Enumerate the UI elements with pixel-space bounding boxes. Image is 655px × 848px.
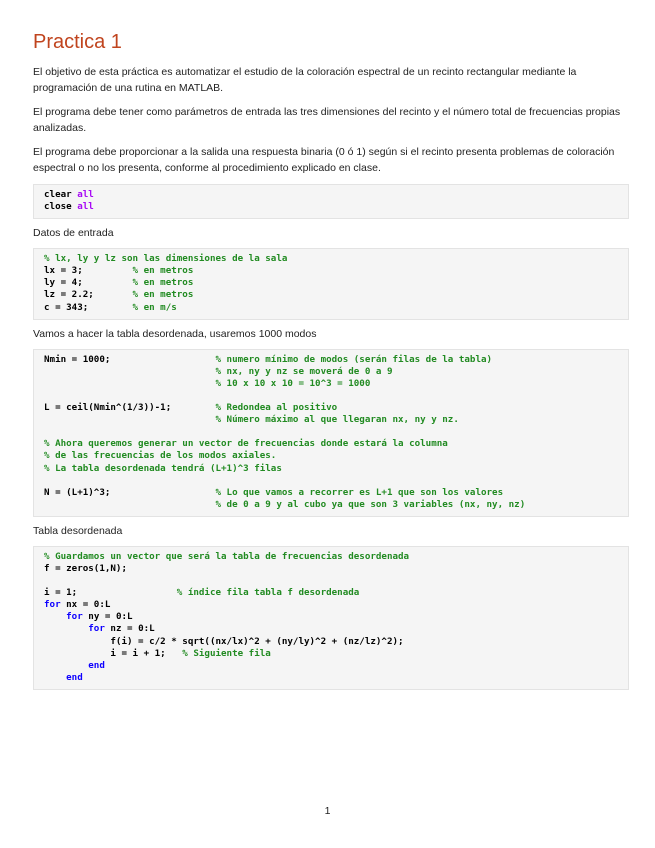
code-text	[44, 611, 66, 622]
code-line	[44, 354, 618, 366]
code-comment: % Redondea al positivo	[215, 402, 338, 414]
code-line	[44, 378, 618, 390]
code-line	[44, 253, 618, 265]
code-line	[44, 302, 618, 314]
code-line	[44, 426, 618, 438]
code-line	[44, 366, 618, 378]
intro-paragraph-1: El objetivo de esta práctica es automatizar el estudio de la coloración espectral de un recinto rectangular mediante la programación de una rutina en MATLAB.	[33, 66, 577, 94]
code-block-clear	[33, 184, 629, 219]
code-line	[44, 499, 618, 511]
code-text: lx = 3;	[44, 265, 133, 277]
code-text	[44, 366, 215, 377]
code-text	[44, 672, 66, 683]
code-block-tabla-modos	[33, 349, 629, 517]
code-line	[44, 636, 618, 648]
code-comment: % Siguiente fila	[182, 647, 271, 659]
code-line	[44, 402, 618, 414]
code-text: ly = 4;	[44, 277, 133, 289]
page-title: Practica 1	[33, 31, 122, 53]
code-text: ny = 0:L	[82, 611, 133, 623]
code-keyword: end	[88, 659, 105, 671]
code-line	[44, 463, 618, 475]
code-comment: % en metros	[132, 277, 194, 289]
code-comment: % 10 x 10 x 10 = 10^3 = 1000	[215, 377, 371, 389]
code-line	[44, 390, 618, 402]
code-string: all	[77, 201, 94, 213]
code-text	[44, 499, 215, 510]
code-line	[44, 648, 618, 660]
section-label-tabla-desordenada: Tabla desordenada	[33, 524, 123, 537]
code-text	[44, 660, 88, 671]
code-keyword: end	[66, 671, 83, 683]
code-text: i = i + 1;	[44, 647, 183, 659]
code-comment: % Ahora queremos generar un vector de frecuencias donde estará la columna	[44, 438, 448, 450]
code-text	[44, 623, 88, 634]
code-line	[44, 289, 618, 301]
code-comment: % lx, ly y lz son las dimensiones de la sala	[44, 253, 288, 265]
code-line	[44, 611, 618, 623]
code-block-tabla-desordenada	[33, 546, 629, 690]
code-line	[44, 623, 618, 635]
code-string: all	[77, 189, 94, 200]
code-line	[44, 475, 618, 487]
code-text: N = (L+1)^3;	[44, 486, 216, 498]
code-comment: % índice fila tabla f desordenada	[176, 587, 360, 599]
code-comment: % La tabla desordenada tendrá (L+1)^3 filas	[44, 462, 282, 474]
code-line	[44, 599, 618, 611]
code-text: c = 343;	[44, 301, 133, 313]
code-line	[44, 587, 618, 599]
code-line	[44, 660, 618, 672]
code-line	[44, 672, 618, 684]
code-line	[44, 201, 618, 213]
code-text: clear	[44, 189, 78, 200]
code-comment: % Lo que vamos a recorrer es L+1 que son los valores	[215, 486, 504, 498]
code-line	[44, 575, 618, 587]
code-text: nz = 0:L	[104, 623, 155, 635]
code-text: i = 1;	[44, 587, 177, 599]
section-label-datos-entrada: Datos de entrada	[33, 227, 114, 240]
code-comment: % en metros	[132, 265, 194, 277]
code-keyword: for	[66, 611, 83, 623]
code-text: close	[44, 201, 78, 213]
code-line	[44, 438, 618, 450]
section-label-tabla-modos: Vamos a hacer la tabla desordenada, usaremos 1000 modos	[33, 327, 317, 340]
code-comment: % Número máximo al que llegaran nx, ny y nz.	[215, 414, 459, 426]
code-line	[44, 189, 618, 201]
code-line	[44, 487, 618, 499]
code-line	[44, 414, 618, 426]
document-page	[33, 30, 629, 697]
code-comment: % Guardamos un vector que será la tabla de frecuencias desordenada	[44, 550, 410, 562]
page-number: 1	[324, 805, 331, 817]
code-comment: % nx, ny y nz se moverá de 0 a 9	[215, 365, 393, 377]
code-text: f(i) = c/2 * sqrt((nx/lx)^2 + (ny/ly)^2 + (nz/lz)^2);	[44, 635, 404, 647]
code-text: L = ceil(Nmin^(1/3))-1;	[44, 402, 216, 414]
code-text: Nmin = 1000;	[44, 353, 216, 365]
code-comment: % numero mínimo de modos (serán filas de la tabla)	[215, 353, 493, 365]
code-line	[44, 551, 618, 563]
code-comment: % de las frecuencias de los modos axiales.	[44, 450, 277, 462]
code-text: lz = 2.2;	[44, 289, 133, 301]
code-keyword: for	[88, 623, 105, 635]
intro-paragraph-3: El programa debe proporcionar a la salida una respuesta binaria (0 ó 1) según si el recinto presenta problemas de coloración espectral o no los presenta, conforme al procedimiento explicado en clase.	[33, 146, 615, 174]
code-text	[44, 414, 215, 425]
code-line	[44, 265, 618, 277]
intro-paragraph-2: El programa debe tener como parámetros de entrada las tres dimensiones del recinto y el número total de frecuencias propias analizadas.	[33, 106, 621, 134]
code-comment: % de 0 a 9 y al cubo ya que son 3 variables (nx, ny, nz)	[215, 498, 526, 510]
code-line	[44, 450, 618, 462]
code-comment: % en m/s	[132, 301, 177, 313]
code-line	[44, 277, 618, 289]
code-text	[44, 378, 215, 389]
code-block-datos-entrada	[33, 248, 629, 319]
code-text: f = zeros(1,N);	[44, 562, 127, 574]
code-keyword: for	[44, 599, 61, 611]
code-line	[44, 563, 618, 575]
code-comment: % en metros	[132, 289, 194, 301]
code-text: nx = 0:L	[60, 599, 111, 611]
